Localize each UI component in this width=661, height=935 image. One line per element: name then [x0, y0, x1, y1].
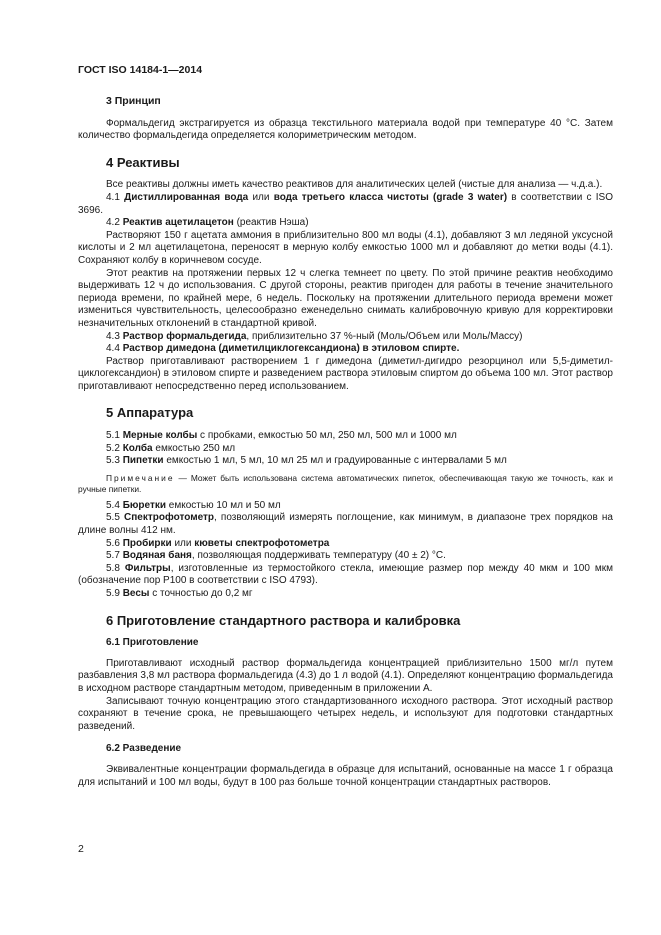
item-4-2-paragraph-2: Этот реактив на протяжении первых 12 ч слегка темнеет по цвету. По этой причине реактив необходимо выдерживать 12 ч до использования. С другой стороны, реактив пригоден для работы в течение значительного периода времени, по крайней мере, 6 недель. Поскольку на протяжении длительного периода времени может измениться чувствительность, целесообразно еженедельно снимать калибровочную кривую для корректировки незначительных отклонений в стандартной кривой.: [78, 267, 613, 329]
section-6-title: 6 Приготовление стандартного раствора и калибровка: [106, 612, 461, 628]
item-4-4: 4.4 Раствор димедона (диметилциклогександиона) в этиловом спирте.: [106, 343, 460, 355]
item-4-2: 4.2 Реактив ацетилацетон (реактив Нэша): [106, 217, 309, 229]
item-4-3: 4.3 Раствор формальдегида, приблизительно 37 %-ный (Моль/Объем или Моль/Массу): [106, 330, 523, 342]
page-number: 2: [78, 843, 84, 855]
item-4-4-paragraph: Раствор приготавливают растворением 1 г димедона (диметил-дигидро резорцинол или 5,5-диметил-циклогександион) в этиловом спирте и разведением раствора этиловым спиртом до объема 100 мл. Этот раствор приготавливают непосредственно перед использованием.: [78, 355, 613, 392]
item-5-7: 5.7 Водяная баня, позволяющая поддерживать температуру (40 ± 2) °С.: [106, 550, 446, 562]
section-4-title: 4 Реактивы: [106, 154, 180, 170]
section-5-title: 5 Аппаратура: [106, 405, 194, 421]
document-header: ГОСТ ISO 14184-1—2014: [78, 64, 203, 76]
item-5-1: 5.1 Мерные колбы с пробками, емкостью 50 мл, 250 мл, 500 мл и 1000 мл: [106, 430, 457, 442]
section-4-intro: Все реактивы должны иметь качество реактивов для аналитических целей (чистые для анализа — ч.д.а.).: [106, 179, 603, 191]
section-6-2-paragraph: Эквивалентные концентрации формальдегида в образце для испытаний, основанные на массе 1 г образца для испытаний и 100 мл воды, будут в 100 раз больше точной концентрации стандартных растворов.: [78, 763, 613, 788]
item-5-2: 5.2 Колба емкостью 250 мл: [106, 442, 236, 454]
section-6-1-paragraph-1: Приготавливают исходный раствор формальдегида концентрацией приблизительно 1500 мг/л путем разбавления 3,8 мл раствора формальдегида (4.3) до 1 л водой (4.1). Определяют концентрацию формальдегида в исходном растворе стандартным методом, приведенным в приложении А.: [78, 657, 613, 694]
item-4-2-paragraph-1: Растворяют 150 г ацетата аммония в приблизительно 800 мл воды (4.1), добавляют 3 мл ледяной уксусной кислоты и 2 мл ацетилацетона, переносят в мерную колбу емкостью 1000 мл и добавляют до метки воды (4.1). Сохраняют колбу в коричневом сосуде.: [78, 229, 613, 266]
item-5-8: 5.8 Фильтры, изготовленные из термостойкого стекла, имеющие размер пор между 40 мкм и 100 мкм (обозначение пор Р100 в соответствии с ISO 4793).: [78, 562, 613, 587]
section-3-title: 3 Принцип: [106, 95, 161, 107]
item-5-9: 5.9 Весы с точностью до 0,2 мг: [106, 588, 253, 599]
section-3-paragraph: Формальдегид экстрагируется из образца текстильного материала водой при температуре 40 °С. Затем количество формальдегида определяется колориметрическим методом.: [78, 117, 613, 142]
item-5-5: 5.5 Спектрофотометр, позволяющий измерять поглощение, как минимум, в диапазоне трех порядков на длине волны 412 нм.: [78, 512, 613, 537]
section-6-1-paragraph-2: Записывают точную концентрацию этого стандартизованного исходного раствора. Этот исходный раствор сохраняют в течение срока, не превышающего четырех недель, и используют для подготовки стандартных разведений.: [78, 695, 613, 732]
section-6-1-title: 6.1 Приготовление: [106, 637, 199, 649]
item-5-4: 5.4 Бюретки емкостью 10 мл и 50 мл: [106, 499, 281, 511]
section-6-2-title: 6.2 Разведение: [106, 743, 182, 755]
item-4-1: 4.1 Дистиллированная вода или вода третьего класса чистоты (grade 3 water) в соответствии с ISO 3696.: [78, 191, 613, 216]
item-5-3: 5.3 Пипетки емкостью 1 мл, 5 мл, 10 мл 25 мл и градуированные с интервалами 5 мл: [106, 455, 507, 467]
note: Примечание — Может быть использована система автоматических пипеток, обеспечивающая такую же точность, как и ручные пипетки.: [78, 472, 613, 494]
document-body: [78, 95, 613, 789]
item-5-6: 5.6 Пробирки или кюветы спектрофотометра: [106, 537, 330, 549]
